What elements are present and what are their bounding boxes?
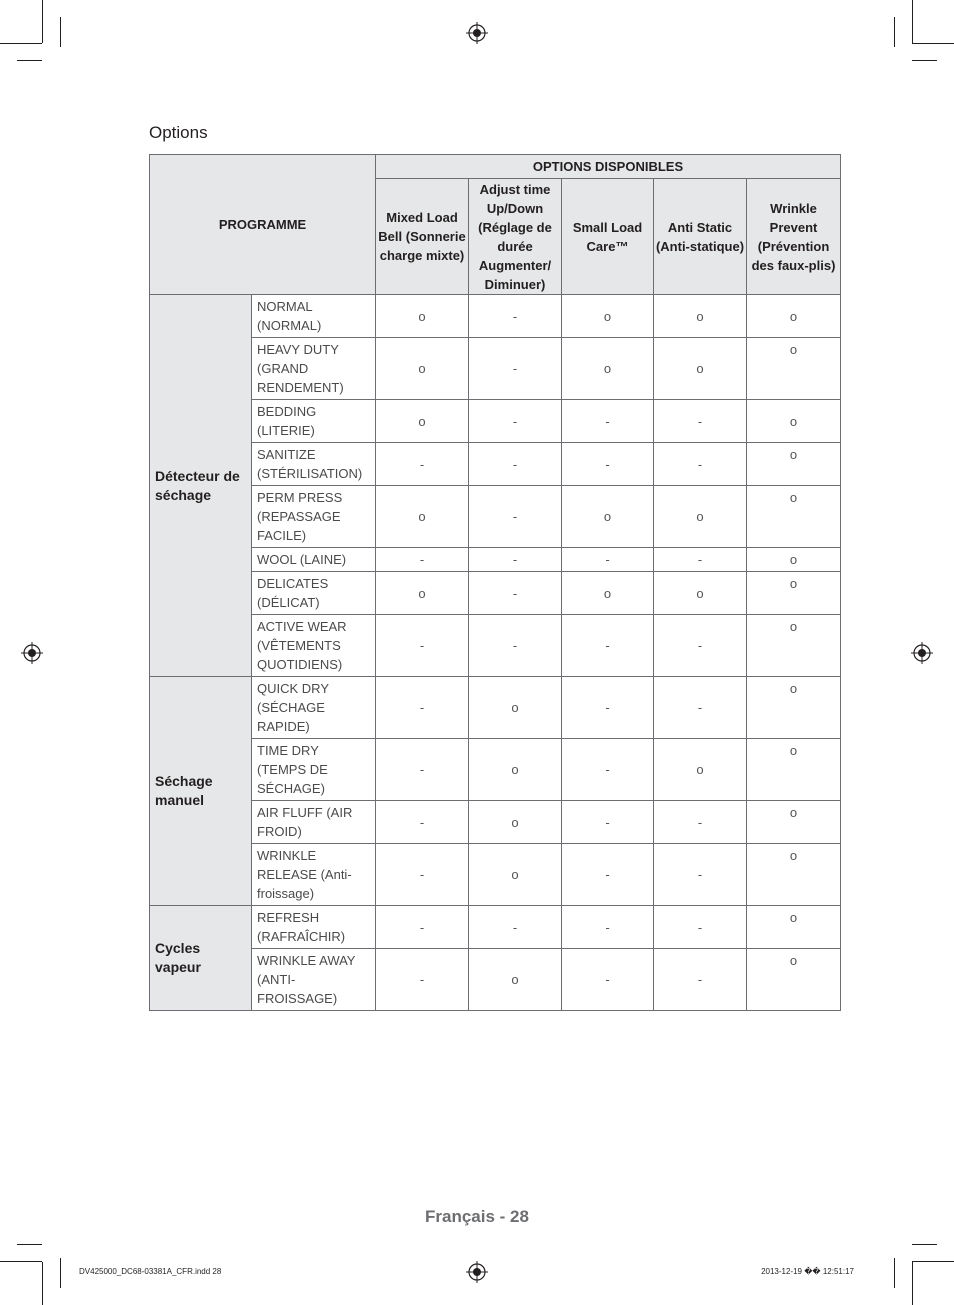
option-availability: o bbox=[562, 295, 654, 338]
page-number: Français - 28 bbox=[425, 1207, 529, 1226]
option-availability: - bbox=[654, 677, 747, 739]
program-group: Séchage manuel bbox=[150, 677, 252, 906]
crop-mark bbox=[894, 1258, 895, 1288]
crop-mark bbox=[42, 0, 43, 43]
option-availability: o bbox=[747, 572, 841, 615]
program-name: BEDDING (LITERIE) bbox=[252, 400, 376, 443]
table-row bbox=[150, 338, 841, 400]
program-name: WRINKLE RELEASE (Anti-froissage) bbox=[252, 844, 376, 906]
option-availability: o bbox=[562, 486, 654, 548]
option-availability: o bbox=[747, 443, 841, 486]
program-name: HEAVY DUTY (GRAND RENDEMENT) bbox=[252, 338, 376, 400]
option-availability: - bbox=[376, 844, 469, 906]
table-row bbox=[150, 400, 841, 443]
option-availability: - bbox=[654, 844, 747, 906]
option-availability: o bbox=[469, 949, 562, 1011]
program-name: PERM PRESS (REPASSAGE FACILE) bbox=[252, 486, 376, 548]
program-group: Détecteur de séchage bbox=[150, 295, 252, 677]
table-row bbox=[150, 949, 841, 1011]
option-availability: - bbox=[562, 739, 654, 801]
option-availability: - bbox=[562, 400, 654, 443]
option-availability: - bbox=[469, 615, 562, 677]
option-availability: - bbox=[469, 295, 562, 338]
crop-mark bbox=[912, 43, 954, 44]
crop-mark bbox=[60, 17, 61, 47]
option-availability: - bbox=[562, 906, 654, 949]
program-name: ACTIVE WEAR (VÊTEMENTS QUOTIDIENS) bbox=[252, 615, 376, 677]
table-row bbox=[150, 548, 841, 572]
table-row bbox=[150, 677, 841, 739]
column-header: Adjust time Up/Down (Réglage de durée Augmenter/ Diminuer) bbox=[469, 179, 562, 295]
option-availability: o bbox=[654, 338, 747, 400]
option-availability: o bbox=[469, 801, 562, 844]
option-availability: - bbox=[376, 443, 469, 486]
option-availability: - bbox=[469, 400, 562, 443]
section-title: Options bbox=[149, 123, 208, 142]
option-availability: o bbox=[469, 844, 562, 906]
table-row bbox=[150, 615, 841, 677]
option-availability: o bbox=[562, 338, 654, 400]
option-availability: - bbox=[376, 548, 469, 572]
table-row bbox=[150, 801, 841, 844]
program-name: WRINKLE AWAY (ANTI-FROISSAGE) bbox=[252, 949, 376, 1011]
program-name: NORMAL (NORMAL) bbox=[252, 295, 376, 338]
option-availability: o bbox=[747, 739, 841, 801]
option-availability: - bbox=[654, 801, 747, 844]
option-availability: - bbox=[562, 801, 654, 844]
option-availability: - bbox=[562, 949, 654, 1011]
program-name: WOOL (LAINE) bbox=[252, 548, 376, 572]
option-availability: o bbox=[747, 338, 841, 400]
option-availability: - bbox=[654, 949, 747, 1011]
option-availability: o bbox=[376, 338, 469, 400]
crop-mark bbox=[60, 1258, 61, 1288]
column-header: Mixed Load Bell (Sonnerie charge mixte) bbox=[376, 179, 469, 295]
table-row bbox=[150, 443, 841, 486]
crop-mark bbox=[894, 17, 895, 47]
option-availability: - bbox=[469, 572, 562, 615]
option-availability: o bbox=[747, 486, 841, 548]
crop-mark bbox=[912, 1244, 937, 1245]
option-availability: o bbox=[376, 486, 469, 548]
registration-mark-icon bbox=[911, 642, 933, 664]
option-availability: - bbox=[654, 400, 747, 443]
option-availability: - bbox=[376, 906, 469, 949]
option-availability: o bbox=[376, 572, 469, 615]
option-availability: - bbox=[376, 949, 469, 1011]
option-availability: o bbox=[747, 400, 841, 443]
table-body bbox=[150, 295, 841, 1011]
date-slug: 2013-12-19 �� 12:51:17 bbox=[761, 1267, 854, 1276]
option-availability: o bbox=[654, 572, 747, 615]
option-availability: o bbox=[376, 295, 469, 338]
file-slug: DV425000_DC68-03381A_CFR.indd 28 bbox=[79, 1267, 222, 1276]
crop-mark bbox=[17, 60, 42, 61]
option-availability: - bbox=[376, 677, 469, 739]
crop-mark bbox=[0, 1261, 42, 1262]
header-options: OPTIONS DISPONIBLES bbox=[376, 155, 841, 179]
program-name: QUICK DRY (SÉCHAGE RAPIDE) bbox=[252, 677, 376, 739]
column-header: Wrinkle Prevent (Prévention des faux-plis) bbox=[747, 179, 841, 295]
option-availability: - bbox=[654, 443, 747, 486]
table-row bbox=[150, 572, 841, 615]
column-header: Anti Static (Anti-statique) bbox=[654, 179, 747, 295]
option-availability: - bbox=[376, 801, 469, 844]
table-row bbox=[150, 906, 841, 949]
option-availability: o bbox=[654, 486, 747, 548]
option-availability: o bbox=[376, 400, 469, 443]
option-availability: - bbox=[469, 443, 562, 486]
table-row bbox=[150, 295, 841, 338]
options-table bbox=[149, 154, 841, 1011]
option-availability: - bbox=[562, 443, 654, 486]
option-availability: o bbox=[562, 572, 654, 615]
option-availability: - bbox=[654, 615, 747, 677]
registration-mark-icon bbox=[466, 1261, 488, 1283]
program-name: REFRESH (RAFRAÎCHIR) bbox=[252, 906, 376, 949]
option-availability: o bbox=[747, 677, 841, 739]
option-availability: - bbox=[469, 906, 562, 949]
program-name: SANITIZE (STÉRILISATION) bbox=[252, 443, 376, 486]
crop-mark bbox=[912, 1261, 954, 1262]
option-availability: - bbox=[562, 548, 654, 572]
option-availability: - bbox=[469, 338, 562, 400]
option-availability: o bbox=[747, 801, 841, 844]
option-availability: - bbox=[562, 615, 654, 677]
option-availability: - bbox=[562, 677, 654, 739]
program-name: DELICATES (DÉLICAT) bbox=[252, 572, 376, 615]
crop-mark bbox=[912, 60, 937, 61]
table-row bbox=[150, 739, 841, 801]
option-availability: - bbox=[562, 844, 654, 906]
registration-mark-icon bbox=[466, 22, 488, 44]
option-availability: o bbox=[747, 295, 841, 338]
option-availability: - bbox=[469, 548, 562, 572]
header-programme: PROGRAMME bbox=[150, 155, 376, 295]
option-availability: o bbox=[469, 677, 562, 739]
option-availability: o bbox=[747, 548, 841, 572]
crop-mark bbox=[17, 1244, 42, 1245]
crop-mark bbox=[912, 0, 913, 43]
option-availability: - bbox=[654, 906, 747, 949]
option-availability: o bbox=[469, 739, 562, 801]
crop-mark bbox=[912, 1262, 913, 1305]
crop-mark bbox=[42, 1262, 43, 1305]
option-availability: o bbox=[747, 844, 841, 906]
option-availability: o bbox=[747, 906, 841, 949]
option-availability: o bbox=[747, 615, 841, 677]
option-availability: - bbox=[376, 615, 469, 677]
table-row bbox=[150, 844, 841, 906]
column-header: Small Load Care™ bbox=[562, 179, 654, 295]
option-availability: - bbox=[469, 486, 562, 548]
option-availability: - bbox=[654, 548, 747, 572]
program-group: Cycles vapeur bbox=[150, 906, 252, 1011]
registration-mark-icon bbox=[21, 642, 43, 664]
table-row bbox=[150, 486, 841, 548]
option-availability: o bbox=[747, 949, 841, 1011]
program-name: TIME DRY (TEMPS DE SÉCHAGE) bbox=[252, 739, 376, 801]
crop-mark bbox=[0, 43, 42, 44]
option-availability: - bbox=[376, 739, 469, 801]
program-name: AIR FLUFF (AIR FROID) bbox=[252, 801, 376, 844]
option-availability: o bbox=[654, 739, 747, 801]
option-availability: o bbox=[654, 295, 747, 338]
